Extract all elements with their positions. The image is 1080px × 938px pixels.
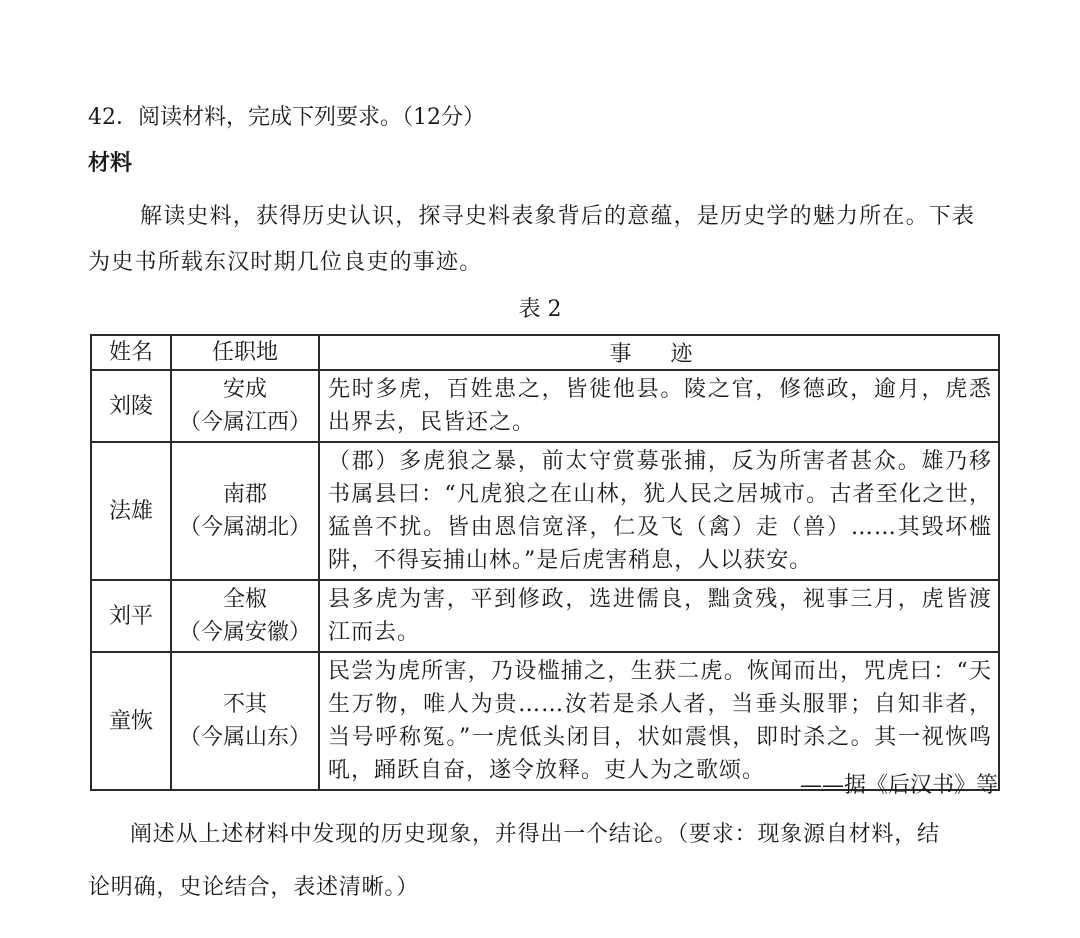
source-citation: ——据《后汉书》等 [799, 773, 998, 798]
place-modern: （今属安徽） [178, 620, 311, 645]
table-header-row [91, 335, 999, 370]
official-deeds: 先时多虎，百姓患之，皆徙他县。陵之官，修德政，逾月，虎悉出界去，民皆还之。 [319, 370, 999, 442]
official-place [171, 580, 319, 652]
officials-table [90, 334, 1000, 791]
official-place [171, 652, 319, 790]
task-line-1: 阐述从上述材料中发现的历史现象，并得出一个结论。（要求：现象源自材料，结 [130, 822, 940, 847]
official-name: 刘平 [91, 580, 171, 652]
official-name: 法雄 [91, 442, 171, 580]
header-place: 任职地 [171, 335, 319, 370]
table-caption: 表 2 [518, 297, 562, 322]
official-place [171, 442, 319, 580]
official-place [171, 370, 319, 442]
table-row [91, 580, 999, 652]
table-row [91, 370, 999, 442]
header-name: 姓名 [91, 335, 171, 370]
official-deeds: 县多虎为害，平到修政，选进儒良，黜贪残，视事三月，虎皆渡江而去。 [319, 580, 999, 652]
table-row [91, 442, 999, 580]
place-name: 全椒 [222, 587, 267, 612]
place-modern: （今属湖北） [178, 515, 311, 540]
place-name: 不其 [222, 692, 267, 717]
place-modern: （今属江西） [178, 410, 311, 435]
official-name: 刘陵 [91, 370, 171, 442]
official-deeds: （郡）多虎狼之暴，前太守赏募张捕，反为所害者甚众。雄乃移书属县曰：“凡虎狼之在山林，犹人民之居城市。古者至化之世，猛兽不扰。皆由恩信宽泽，仁及飞（禽）走（兽）……其毁坏槛阱，不得妄捕山林。”是后虎害稍息，人以获安。 [319, 442, 999, 580]
table-row [91, 652, 999, 790]
place-modern: （今属山东） [178, 725, 311, 750]
official-deeds: 民尝为虎所害，乃设槛捕之，生获二虎。恢闻而出，咒虎曰：“天生万物，唯人为贵……汝若是杀人者，当垂头服罪；自知非者，当号呼称冤。”一虎低头闭目，状如震惧，即时杀之。其一视恢鸣吼，踊跃自奋，遂令放释。吏人为之歌颂。 [319, 652, 999, 790]
question-title: 42．阅读材料，完成下列要求。（12分） [88, 105, 485, 130]
material-label: 材料 [88, 150, 133, 176]
place-name: 安成 [222, 377, 267, 402]
header-deeds: 事 迹 [319, 335, 999, 370]
task-line-2: 论明确，史论结合，表述清晰。） [88, 875, 420, 900]
place-name: 南郡 [222, 482, 267, 507]
intro-line-2: 为史书所载东汉时期几位良吏的事迹。 [88, 250, 483, 275]
official-name: 童恢 [91, 652, 171, 790]
intro-line-1: 解读史料，获得历史认识，探寻史料表象背后的意蕴，是历史学的魅力所在。下表 [140, 204, 976, 229]
